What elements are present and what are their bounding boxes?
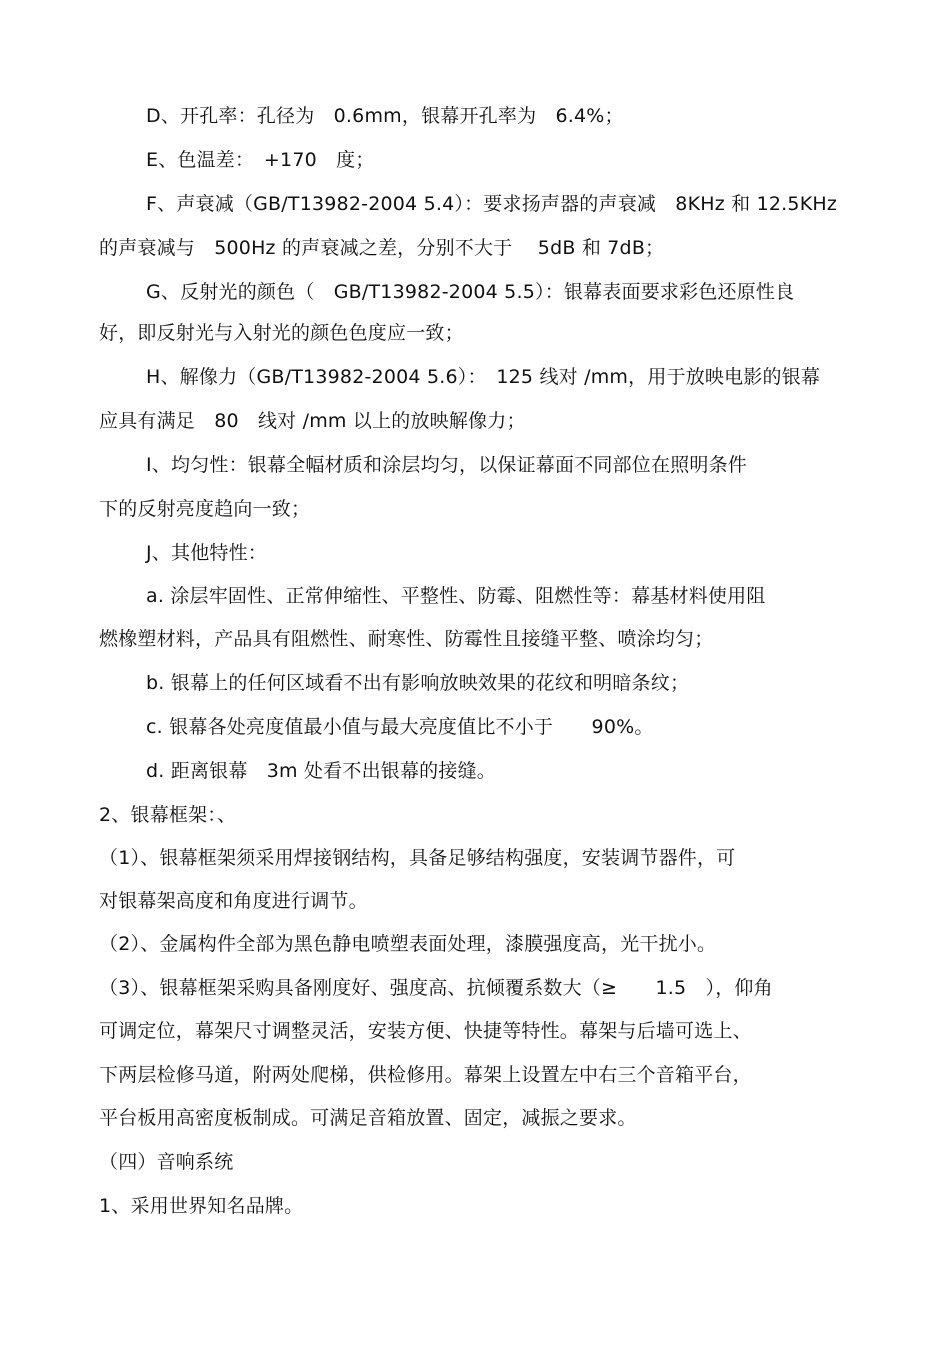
text-line: （3）、银幕框架采购具备刚度好、强度高、抗倾覆系数大（≥ 1.5 ），仰角 — [99, 977, 773, 999]
text-line: G、反射光的颜色（ GB/T13982-2004 5.5）：银幕表面要求彩色还原性良 — [146, 281, 795, 303]
text-line: F、声衰减（GB/T13982-2004 5.4）：要求扬声器的声衰减 8KHz 和 12.5KHz — [146, 193, 838, 215]
text-line: 下两层检修马道，附两处爬梯，供检修用。幕架上设置左中右三个音箱平台， — [99, 1064, 752, 1086]
text-line: H、解像力（GB/T13982-2004 5.6）： 125 线对 /mm，用于放映电影的银幕 — [146, 366, 821, 388]
text-line: 平台板用高密度板制成。可满足音箱放置、固定，减振之要求。 — [99, 1107, 637, 1129]
text-line: I、均匀性：银幕全幅材质和涂层均匀，以保证幕面不同部位在照明条件 — [146, 454, 748, 476]
text-line: 燃橡塑材料，产品具有阻燃性、耐寒性、防霉性且接缝平整、喷涂均匀； — [99, 628, 714, 650]
text-line: （1）、银幕框架须采用焊接钢结构，具备足够结构强度，安装调节器件，可 — [99, 847, 736, 869]
text-line: 1、采用世界知名品牌。 — [99, 1195, 304, 1217]
text-line: 的声衰减与 500Hz 的声衰减之差，分别不大于 5dB 和 7dB； — [99, 237, 665, 259]
text-line: d. 距离银幕 3m 处看不出银幕的接缝。 — [146, 760, 496, 782]
text-line: J、其他特性： — [146, 542, 268, 564]
text-line: 对银幕架高度和角度进行调节。 — [99, 890, 368, 912]
text-line: E、色温差： +170 度； — [146, 149, 375, 171]
text-line: （2）、金属构件全部为黑色静电喷塑表面处理，漆膜强度高，光干扰小。 — [99, 933, 717, 955]
text-line: a. 涂层牢固性、正常伸缩性、平整性、防霉、阻燃性等：幕基材料使用阻 — [146, 585, 766, 607]
text-line: D、开孔率：孔径为 0.6mm，银幕开孔率为 6.4%； — [146, 105, 624, 127]
text-line: 应具有满足 80 线对 /mm 以上的放映解像力； — [99, 410, 526, 432]
text-line: 可调定位，幕架尺寸调整灵活，安装方便、快捷等特性。幕架与后墙可选上、 — [99, 1020, 752, 1042]
text-line: 2、银幕框架：、 — [99, 804, 237, 826]
text-line: b. 银幕上的任何区域看不出有影响放映效果的花纹和明暗条纹； — [146, 672, 690, 694]
text-line: 好，即反射光与入射光的颜色色度应一致； — [99, 322, 464, 344]
section-heading: （四）音响系统 — [99, 1151, 234, 1173]
text-line: c. 银幕各处亮度值最小值与最大亮度值比不小于 90%。 — [146, 716, 654, 738]
text-line: 下的反射亮度趋向一致； — [99, 498, 311, 520]
